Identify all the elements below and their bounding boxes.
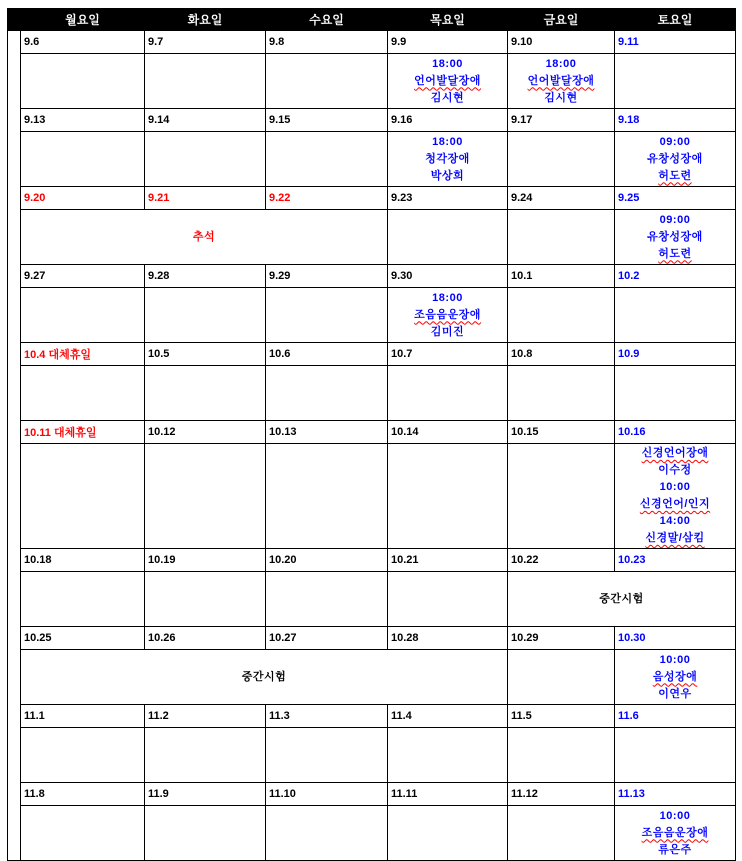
schedule-cell[interactable] bbox=[388, 132, 508, 187]
empty-day-cell[interactable] bbox=[21, 366, 145, 421]
empty-day-cell[interactable] bbox=[266, 366, 388, 421]
date-cell-10.1[interactable]: 10.1 bbox=[508, 265, 615, 288]
empty-day-cell[interactable] bbox=[145, 444, 266, 549]
empty-day-cell[interactable] bbox=[266, 444, 388, 549]
week-5-date-row bbox=[8, 343, 736, 366]
date-cell-10.8[interactable]: 10.8 bbox=[508, 343, 615, 366]
week-4-date-row bbox=[8, 265, 736, 288]
date-cell-10.13[interactable]: 10.13 bbox=[266, 421, 388, 444]
schedule-line: 김시현 bbox=[544, 91, 578, 104]
schedule-line: 유창성장애 bbox=[647, 152, 703, 165]
date-cell-9.16[interactable]: 9.16 bbox=[388, 109, 508, 132]
date-cell-9.8[interactable]: 9.8 bbox=[266, 31, 388, 54]
week-2-date-row bbox=[8, 109, 736, 132]
day-header-wednesday: 수요일 bbox=[266, 9, 388, 31]
schedule-cell[interactable] bbox=[508, 572, 736, 627]
calendar-table bbox=[7, 8, 736, 861]
empty-day-cell[interactable] bbox=[21, 54, 145, 109]
schedule-cell[interactable] bbox=[508, 54, 615, 109]
date-cell-11.6[interactable]: 11.6 bbox=[615, 705, 736, 728]
schedule-line: 09:00 bbox=[659, 213, 691, 226]
empty-day-cell[interactable] bbox=[615, 728, 736, 783]
schedule-line: 중간시험 bbox=[241, 670, 287, 683]
date-cell-9.13[interactable]: 9.13 bbox=[21, 109, 145, 132]
date-cell-9.21[interactable]: 9.21 bbox=[145, 187, 266, 210]
date-cell-10.19[interactable]: 10.19 bbox=[145, 549, 266, 572]
week-10-date-row bbox=[8, 783, 736, 806]
date-cell-10.9[interactable]: 10.9 bbox=[615, 343, 736, 366]
schedule-line: 유창성장애 bbox=[647, 230, 703, 243]
schedule-line: 음성장애 bbox=[652, 670, 698, 683]
date-cell-11.2[interactable]: 11.2 bbox=[145, 705, 266, 728]
date-cell-10.25[interactable]: 10.25 bbox=[21, 627, 145, 650]
date-cell-11.11[interactable]: 11.11 bbox=[388, 783, 508, 806]
date-cell-11.8[interactable]: 11.8 bbox=[21, 783, 145, 806]
left-gutter-cell bbox=[8, 31, 21, 861]
schedule-line: 신경언어장애 bbox=[641, 447, 709, 459]
schedule-line: 18:00 bbox=[432, 57, 463, 70]
date-cell-9.20[interactable]: 9.20 bbox=[21, 187, 145, 210]
empty-day-cell[interactable] bbox=[388, 444, 508, 549]
week-9-content-row bbox=[8, 728, 736, 783]
date-cell-10.27[interactable]: 10.27 bbox=[266, 627, 388, 650]
date-cell-11.9[interactable]: 11.9 bbox=[145, 783, 266, 806]
date-cell-10.20[interactable]: 10.20 bbox=[266, 549, 388, 572]
empty-day-cell[interactable] bbox=[21, 728, 145, 783]
week-7-content-row bbox=[8, 572, 736, 627]
week-7-date-row bbox=[8, 549, 736, 572]
empty-day-cell[interactable] bbox=[508, 210, 615, 265]
day-header-friday: 금요일 bbox=[508, 9, 615, 31]
empty-day-cell[interactable] bbox=[508, 132, 615, 187]
schedule-line: 추석 bbox=[192, 230, 216, 243]
date-cell-10.6[interactable]: 10.6 bbox=[266, 343, 388, 366]
empty-day-cell[interactable] bbox=[21, 288, 145, 343]
empty-day-cell[interactable] bbox=[388, 210, 508, 265]
empty-day-cell[interactable] bbox=[266, 288, 388, 343]
day-header-tuesday: 화요일 bbox=[145, 9, 266, 31]
date-cell-9.7[interactable]: 9.7 bbox=[145, 31, 266, 54]
empty-day-cell[interactable] bbox=[145, 806, 266, 861]
schedule-line: 조음음운장애 bbox=[414, 308, 481, 321]
schedule-line: 18:00 bbox=[545, 57, 577, 70]
week-8-date-row bbox=[8, 627, 736, 650]
schedule-line: 언어발달장애 bbox=[414, 74, 481, 87]
date-cell-10.18[interactable]: 10.18 bbox=[21, 549, 145, 572]
date-cell-10.23[interactable]: 10.23 bbox=[615, 549, 736, 572]
schedule-line: 청각장애 bbox=[425, 152, 470, 165]
schedule-line: 10:00 bbox=[659, 481, 691, 493]
empty-day-cell[interactable] bbox=[508, 366, 615, 421]
empty-day-cell[interactable] bbox=[266, 806, 388, 861]
date-cell-10.14[interactable]: 10.14 bbox=[388, 421, 508, 444]
date-cell-11.3[interactable]: 11.3 bbox=[266, 705, 388, 728]
schedule-line: 이연우 bbox=[658, 687, 692, 700]
empty-day-cell[interactable] bbox=[266, 572, 388, 627]
date-cell-9.18[interactable]: 9.18 bbox=[615, 109, 736, 132]
schedule-cell[interactable] bbox=[21, 650, 508, 705]
date-cell-9.24[interactable]: 9.24 bbox=[508, 187, 615, 210]
empty-day-cell[interactable] bbox=[21, 806, 145, 861]
date-cell-10.29[interactable]: 10.29 bbox=[508, 627, 615, 650]
date-cell-10.30[interactable]: 10.30 bbox=[615, 627, 736, 650]
date-cell-11.4[interactable]: 11.4 bbox=[388, 705, 508, 728]
schedule-line: 허도련 bbox=[658, 247, 692, 260]
empty-day-cell[interactable] bbox=[21, 444, 145, 549]
week-1-content-row bbox=[8, 54, 736, 109]
empty-day-cell[interactable] bbox=[508, 444, 615, 549]
date-cell-9.27[interactable]: 9.27 bbox=[21, 265, 145, 288]
schedule-line: 신경말/삼킴 bbox=[645, 532, 705, 544]
date-cell-9.15[interactable]: 9.15 bbox=[266, 109, 388, 132]
date-cell-10.7[interactable]: 10.7 bbox=[388, 343, 508, 366]
date-cell-9.22[interactable]: 9.22 bbox=[266, 187, 388, 210]
schedule-line: 14:00 bbox=[659, 515, 691, 527]
schedule-line: 09:00 bbox=[659, 135, 691, 148]
date-cell-9.25[interactable]: 9.25 bbox=[615, 187, 736, 210]
empty-day-cell[interactable] bbox=[145, 132, 266, 187]
schedule-line: 김시현 bbox=[430, 91, 465, 104]
week-6-content-row bbox=[8, 444, 736, 549]
schedule-cell[interactable] bbox=[21, 210, 388, 265]
week-8-content-row bbox=[8, 650, 736, 705]
empty-day-cell[interactable] bbox=[266, 728, 388, 783]
schedule-line: 조음음운장애 bbox=[641, 826, 709, 839]
empty-day-cell[interactable] bbox=[388, 366, 508, 421]
empty-day-cell[interactable] bbox=[508, 806, 615, 861]
schedule-line: 이수정 bbox=[658, 464, 692, 476]
schedule-line: 10:00 bbox=[659, 809, 691, 822]
date-cell-9.6[interactable]: 9.6 bbox=[21, 31, 145, 54]
date-cell-9.11[interactable]: 9.11 bbox=[615, 31, 736, 54]
schedule-cell[interactable] bbox=[615, 806, 736, 861]
empty-day-cell[interactable] bbox=[266, 132, 388, 187]
empty-day-cell[interactable] bbox=[508, 288, 615, 343]
date-cell-10.26[interactable]: 10.26 bbox=[145, 627, 266, 650]
empty-day-cell[interactable] bbox=[388, 728, 508, 783]
empty-day-cell[interactable] bbox=[508, 728, 615, 783]
week-3-content-row bbox=[8, 210, 736, 265]
empty-day-cell[interactable] bbox=[145, 54, 266, 109]
empty-day-cell[interactable] bbox=[145, 728, 266, 783]
empty-day-cell[interactable] bbox=[21, 572, 145, 627]
day-header-saturday: 토요일 bbox=[615, 9, 736, 31]
empty-day-cell[interactable] bbox=[388, 572, 508, 627]
date-cell-10.5[interactable]: 10.5 bbox=[145, 343, 266, 366]
week-1-date-row bbox=[8, 31, 736, 54]
empty-day-cell[interactable] bbox=[615, 288, 736, 343]
empty-day-cell[interactable] bbox=[615, 366, 736, 421]
empty-day-cell[interactable] bbox=[266, 54, 388, 109]
week-10-content-row bbox=[8, 806, 736, 861]
week-2-content-row bbox=[8, 132, 736, 187]
date-cell-10.21[interactable]: 10.21 bbox=[388, 549, 508, 572]
week-5-content-row bbox=[8, 366, 736, 421]
date-cell-11.12[interactable]: 11.12 bbox=[508, 783, 615, 806]
day-header-monday: 월요일 bbox=[21, 9, 145, 31]
date-cell-11.5[interactable]: 11.5 bbox=[508, 705, 615, 728]
date-cell-10.15[interactable]: 10.15 bbox=[508, 421, 615, 444]
date-cell-10.22[interactable]: 10.22 bbox=[508, 549, 615, 572]
date-cell-9.10[interactable]: 9.10 bbox=[508, 31, 615, 54]
schedule-line: 18:00 bbox=[432, 135, 463, 148]
week-4-content-row bbox=[8, 288, 736, 343]
calendar-body bbox=[8, 31, 736, 861]
date-cell-10.28[interactable]: 10.28 bbox=[388, 627, 508, 650]
empty-day-cell[interactable] bbox=[145, 288, 266, 343]
empty-day-cell[interactable] bbox=[21, 132, 145, 187]
schedule-line: 김미진 bbox=[430, 325, 465, 338]
schedule-line: 허도련 bbox=[658, 169, 692, 182]
schedule-cell[interactable] bbox=[388, 288, 508, 343]
date-cell-9.29[interactable]: 9.29 bbox=[266, 265, 388, 288]
date-cell-10.12[interactable]: 10.12 bbox=[145, 421, 266, 444]
date-cell-9.23[interactable]: 9.23 bbox=[388, 187, 508, 210]
empty-day-cell[interactable] bbox=[615, 54, 736, 109]
week-3-date-row bbox=[8, 187, 736, 210]
date-cell-10.2[interactable]: 10.2 bbox=[615, 265, 736, 288]
schedule-cell[interactable] bbox=[615, 210, 736, 265]
schedule-line: 중간시험 bbox=[599, 592, 644, 605]
header-corner-cell bbox=[8, 9, 21, 31]
date-cell-11.13[interactable]: 11.13 bbox=[615, 783, 736, 806]
date-cell-9.14[interactable]: 9.14 bbox=[145, 109, 266, 132]
week-9-date-row bbox=[8, 705, 736, 728]
date-cell-9.9[interactable]: 9.9 bbox=[388, 31, 508, 54]
empty-day-cell[interactable] bbox=[145, 366, 266, 421]
schedule-cell[interactable] bbox=[615, 650, 736, 705]
date-cell-10.16[interactable]: 10.16 bbox=[615, 421, 736, 444]
day-header-row bbox=[8, 9, 736, 31]
empty-day-cell[interactable] bbox=[145, 572, 266, 627]
schedule-cell[interactable] bbox=[615, 444, 736, 549]
date-cell-9.28[interactable]: 9.28 bbox=[145, 265, 266, 288]
empty-day-cell[interactable] bbox=[508, 650, 615, 705]
date-cell-10.11[interactable]: 10.11 대체휴일 bbox=[21, 421, 145, 444]
date-cell-10.4[interactable]: 10.4 대체휴일 bbox=[21, 343, 145, 366]
schedule-line: 18:00 bbox=[432, 291, 463, 304]
schedule-line: 신경언어/인지 bbox=[639, 498, 711, 510]
schedule-line: 언어발달장애 bbox=[527, 74, 595, 87]
schedule-cell[interactable] bbox=[388, 54, 508, 109]
date-cell-11.10[interactable]: 11.10 bbox=[266, 783, 388, 806]
schedule-line: 류은주 bbox=[658, 843, 692, 856]
date-cell-9.17[interactable]: 9.17 bbox=[508, 109, 615, 132]
schedule-cell[interactable] bbox=[615, 132, 736, 187]
schedule-line: 10:00 bbox=[659, 653, 691, 666]
date-cell-11.1[interactable]: 11.1 bbox=[21, 705, 145, 728]
empty-day-cell[interactable] bbox=[388, 806, 508, 861]
date-cell-9.30[interactable]: 9.30 bbox=[388, 265, 508, 288]
day-header-thursday: 목요일 bbox=[388, 9, 508, 31]
week-6-date-row bbox=[8, 421, 736, 444]
schedule-line: 박상희 bbox=[430, 169, 465, 182]
